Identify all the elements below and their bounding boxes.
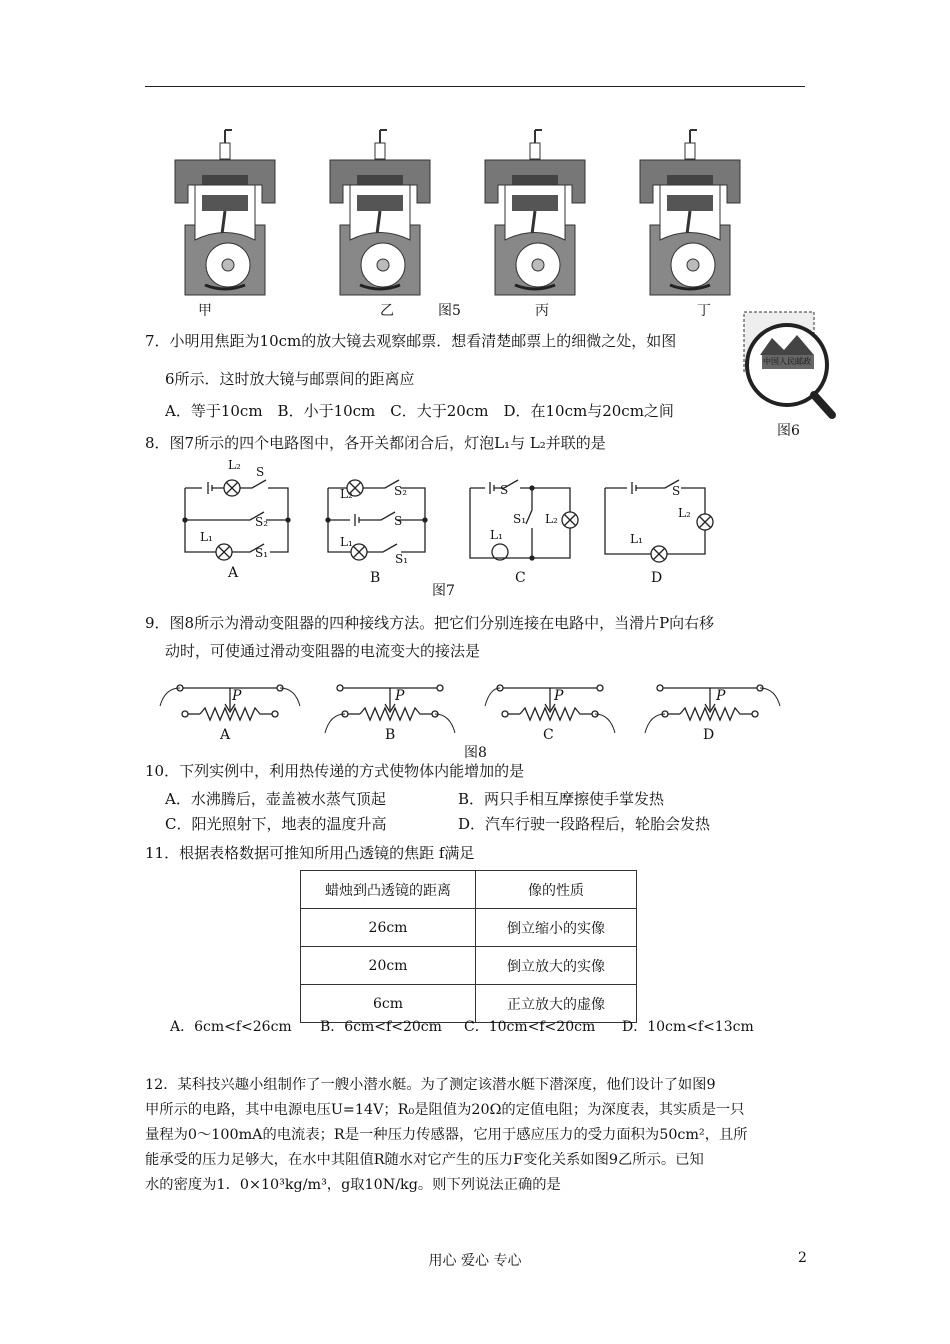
circuit-b-l2: L₂ xyxy=(340,487,353,501)
fig8-caption: 图8 xyxy=(464,745,487,761)
q7-line2: 6所示．这时放大镜与邮票间的距离应 xyxy=(165,370,415,388)
circuit-c-s1: S₁ xyxy=(513,512,527,526)
rheostat-c-p: P xyxy=(554,688,564,704)
table-cell: 6cm xyxy=(301,985,476,1023)
circuit-b-l1: L₁ xyxy=(340,535,353,549)
circuit-d-l2: L₂ xyxy=(678,506,691,520)
header-rule xyxy=(145,86,805,87)
q8-line1: 8．图7所示的四个电路图中，各开关都闭合后，灯泡L₁与 L₂并联的是 xyxy=(145,434,606,452)
circuit-b-s: S xyxy=(394,514,403,528)
circuit-b-label: B xyxy=(370,570,381,586)
circuit-a-s1: S₁ xyxy=(255,546,269,560)
figure-5-engines xyxy=(170,125,770,310)
q10-line1: 10．下列实例中，利用热传递的方式使物体内能增加的是 xyxy=(145,762,525,780)
circuit-d-l1: L₁ xyxy=(630,532,643,546)
table-header: 蜡烛到凸透镜的距离 xyxy=(301,871,476,909)
table-header-row xyxy=(301,871,637,909)
circuit-a-s2: S₂ xyxy=(255,515,269,529)
q7-line1: 7．小明用焦距为10cm的放大镜去观察邮票．想看清楚邮票上的细微之处，如图 xyxy=(145,332,677,350)
figure-8-rheostats xyxy=(155,678,795,738)
table-header: 像的性质 xyxy=(476,871,637,909)
circuit-c-s: S xyxy=(500,483,509,497)
fig5-label-yi: 乙 xyxy=(380,303,394,319)
rheostat-b-p: P xyxy=(395,688,405,704)
circuit-b-s2: S₂ xyxy=(394,484,408,498)
circuit-c-l1: L₁ xyxy=(490,528,503,542)
q12-line3: 量程为0～100mA的电流表；R是一种压力传感器，它用于感应压力的受力面积为50cm²，且所 xyxy=(145,1127,748,1143)
fig5-label-ding: 丁 xyxy=(697,303,711,319)
rheostat-a-p: P xyxy=(232,688,242,704)
page-number: 2 xyxy=(798,1250,807,1266)
circuit-a-s: S xyxy=(256,465,265,479)
circuit-c-label: C xyxy=(515,570,526,586)
q12-line2: 甲所示的电路，其中电源电压U=14V；R₀是阻值为20Ω的定值电阻；为深度表，其实质是一只 xyxy=(145,1102,745,1118)
table-cell: 倒立缩小的实像 xyxy=(476,909,637,947)
rheostat xyxy=(177,685,283,720)
table-cell: 20cm xyxy=(301,947,476,985)
q11-line1: 11．根据表格数据可推知所用凸透镜的焦距 f满足 xyxy=(145,844,475,862)
circuit-d-label: D xyxy=(651,570,663,586)
stamp-text: 中国人民邮政 xyxy=(763,357,811,366)
page-footer: 用心 爱心 专心 xyxy=(428,1253,522,1269)
rheostat-d-label: D xyxy=(703,727,715,743)
q7-options: A．等于10cm B．小于10cm C．大于20cm D．在10cm与20cm之间 xyxy=(165,402,674,420)
fig7-caption: 图7 xyxy=(432,583,455,599)
table-cell: 倒立放大的实像 xyxy=(476,947,637,985)
circuit-a xyxy=(183,480,290,560)
q10-opt-d: D．汽车行驶一段路程后，轮胎会发热 xyxy=(458,815,711,833)
q11-opt-d: D．10cm<f<13cm xyxy=(622,1019,754,1035)
fig5-label-bing: 丙 xyxy=(535,303,549,319)
q12-line1: 12．某科技兴趣小组制作了一艘小潜水艇。为了测定该潜水艇下潜深度，他们设计了如图9 xyxy=(145,1077,716,1093)
circuit-d-s: S xyxy=(672,484,681,498)
engine-diagram xyxy=(175,130,275,295)
q12-line4: 能承受的压力足够大，在水中其阻值R随水对它产生的压力F变化关系如图9乙所示。已知 xyxy=(145,1152,704,1168)
q11-opt-c: C．10cm<f<20cm xyxy=(464,1019,596,1035)
circuit-d xyxy=(605,480,713,562)
q11-opt-a: A．6cm<f<26cm xyxy=(170,1019,292,1035)
table-row xyxy=(301,947,637,985)
fig5-label-jia: 甲 xyxy=(198,303,212,319)
fig5-caption: 图5 xyxy=(438,303,461,319)
rheostat-b-label: B xyxy=(385,727,396,743)
q10-opt-c: C．阳光照射下，地表的温度升高 xyxy=(165,815,387,833)
table-cell: 正立放大的虚像 xyxy=(476,985,637,1023)
q10-opt-a: A．水沸腾后，壶盖被水蒸气顶起 xyxy=(165,790,386,808)
rheostat-a-label: A xyxy=(220,727,231,743)
q10-opt-b: B．两只手相互摩擦使手掌发热 xyxy=(458,790,665,808)
circuit-a-l1: L₁ xyxy=(200,530,213,544)
rheostat-c-label: C xyxy=(543,727,554,743)
table-row xyxy=(301,909,637,947)
fig6-caption: 图6 xyxy=(777,423,800,439)
circuit-b-s1: S₁ xyxy=(395,552,409,566)
circuit-a-label: A xyxy=(228,565,239,581)
q12-line5: 水的密度为1．0×10³kg/m³，g取10N/kg。则下列说法正确的是 xyxy=(145,1177,561,1193)
q9-line2: 动时，可使通过滑动变阻器的电流变大的接法是 xyxy=(165,642,481,660)
circuit-c-l2: L₂ xyxy=(545,512,558,526)
q9-line1: 9．图8所示为滑动变阻器的四种接线方法。把它们分别连接在电路中，当滑片P向右移 xyxy=(145,614,715,632)
circuit-a-l2: L₂ xyxy=(228,458,241,472)
table-cell: 26cm xyxy=(301,909,476,947)
q11-opt-b: B．6cm<f<20cm xyxy=(320,1019,442,1035)
lens-table xyxy=(300,870,637,1023)
rheostat-d-p: P xyxy=(716,688,726,704)
